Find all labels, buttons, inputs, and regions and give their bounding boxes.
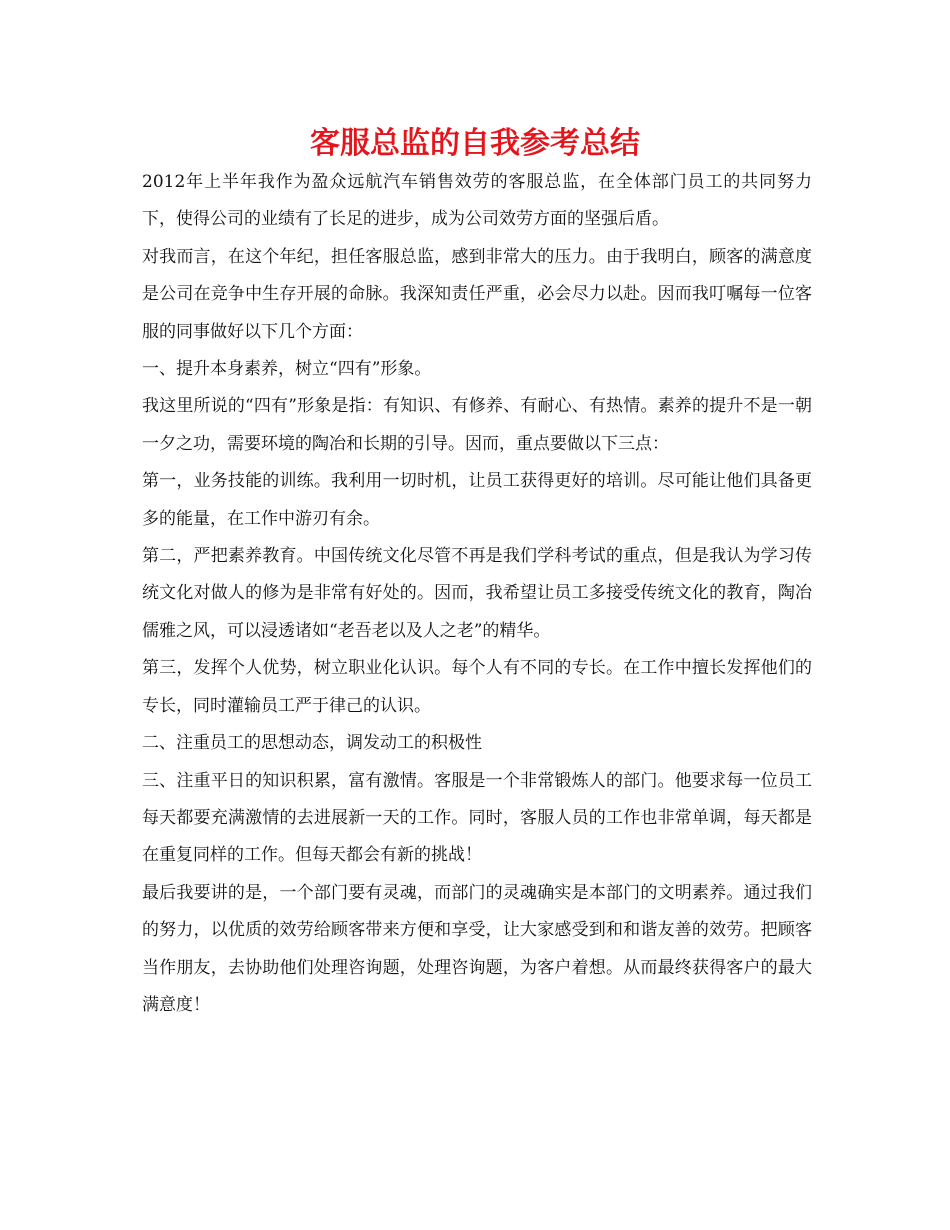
paragraph-heading-one: 一、提升本身素养，树立“四有”形象。 — [142, 359, 432, 380]
paragraph-intro: 2012年上半年我作为盈众远航汽车销售效劳的客服总监，在全体部门员工的共同努力下，使得公司的业绩有了长足的进步，成为公司效劳方面的坚强后盾。 — [142, 172, 812, 230]
paragraph-conclusion: 最后我要讲的是，一个部门要有灵魂，而部门的灵魂确实是本部门的文明素养。通过我们的努力，以优质的效劳给顾客带来方便和享受，让大家感受到和和谐友善的效劳。把顾客当作朋友，去协助他们处理咨询题，处理咨询题，为客户着想。从而最终获得客户的最大满意度！ — [142, 882, 812, 1015]
paragraph-four-virtues: 我这里所说的“四有”形象是指：有知识、有修养、有耐心、有热情。素养的提升不是一朝一夕之功，需要环境的陶冶和长期的引导。因而，重点要做以下三点： — [142, 396, 812, 454]
document-title: 客服总监的自我参考总结 — [310, 126, 640, 161]
paragraph-first-point: 第一，业务技能的训练。我利用一切时机，让员工获得更好的培训。尽可能让他们具备更多的能量，在工作中游刃有余。 — [142, 471, 812, 529]
paragraph-heading-two: 二、注重员工的思想动态，调发动工的积极性 — [142, 733, 482, 754]
paragraph-third-point: 第三，发挥个人优势，树立职业化认识。每个人有不同的专长。在工作中擅长发挥他们的专长，同时灌输员工严于律己的认识。 — [142, 658, 812, 716]
paragraph-pressure: 对我而言，在这个年纪，担任客服总监，感到非常大的压力。由于我明白，顾客的满意度是公司在竞争中生存开展的命脉。我深知责任严重，必会尽力以赴。因而我叮嘱每一位客服的同事做好以下几个方面： — [142, 246, 812, 342]
paragraph-second-point: 第二，严把素养教育。中国传统文化尽管不再是我们学科考试的重点，但是我认为学习传统文化对做人的修为是非常有好处的。因而，我希望让员工多接受传统文化的教育，陶冶儒雅之风，可以浸透诸如“老吾老以及人之老”的精华。 — [142, 546, 812, 641]
paragraph-heading-three: 三、注重平日的知识积累，富有激情。客服是一个非常锻炼人的部门。他要求每一位员工每天都要充满激情的去进展新一天的工作。同时，客服人员的工作也非常单调，每天都是在重复同样的工作。但每天都会有新的挑战！ — [142, 770, 812, 866]
document-body — [142, 164, 812, 1024]
